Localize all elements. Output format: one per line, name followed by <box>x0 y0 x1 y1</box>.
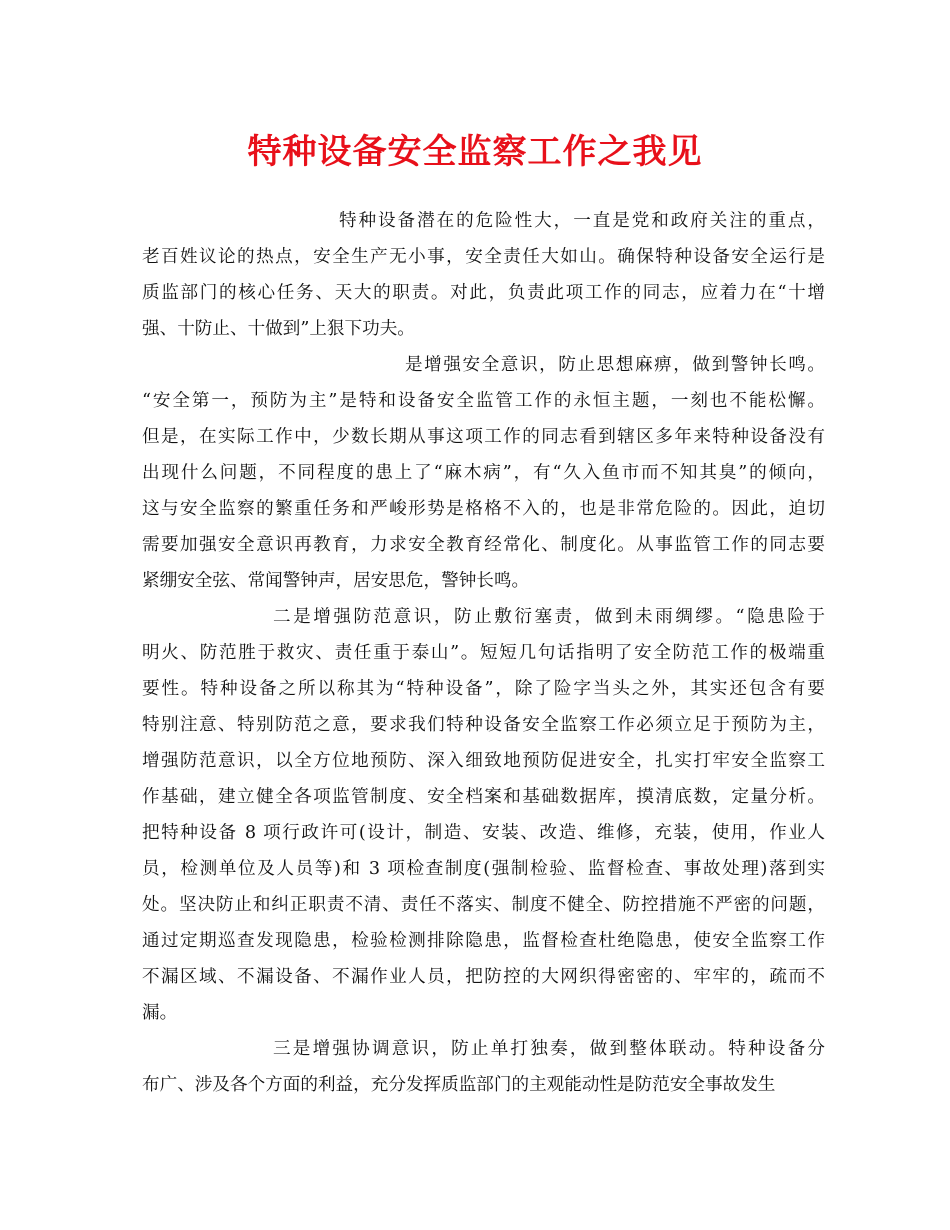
paragraph-line: 老百姓议论的热点，安全生产无小事，安全责任大如山。确保特种设备安全运行是 <box>142 247 825 267</box>
page-title: 特种设备安全监察工作之我见 <box>247 132 703 172</box>
paragraph-line: 把特种设备 8 项行政许可(设计，制造、安装、改造、维修，充装，使用，作业人 <box>142 823 825 843</box>
paragraph-line: 需要加强安全意识再教育，力求安全教育经常化、制度化。从事监管工作的同志要 <box>142 535 825 555</box>
paragraph-line: 特别注意、特别防范之意，要求我们特种设备安全监察工作必须立足于预防为主， <box>142 715 825 735</box>
paragraph-line: 布广、涉及各个方面的利益，充分发挥质监部门的主观能动性是防范安全事故发生 <box>142 1075 776 1095</box>
paragraph-line: 出现什么问题，不同程度的患上了“麻木病”，有“久入鱼市而不知其臭”的倾向， <box>142 463 825 483</box>
paragraph-line: 作基础，建立健全各项监管制度、安全档案和基础数据库，摸清底数，定量分析。 <box>142 787 825 807</box>
paragraph-line: 是增强安全意识，防止思想麻痹，做到警钟长鸣。 <box>405 355 825 375</box>
paragraph-line: 紧绷安全弦、常闻警钟声，居安思危，警钟长鸣。 <box>142 571 530 591</box>
paragraph-line: 漏。 <box>142 1003 178 1023</box>
paragraph-line: 要性。特种设备之所以称其为“特种设备”，除了险字当头之外，其实还包含有要 <box>142 679 825 699</box>
paragraph-line: 但是，在实际工作中，少数长期从事这项工作的同志看到辖区多年来特种设备没有 <box>142 427 825 447</box>
paragraph-line: 明火、防范胜于救灾、责任重于泰山”。短短几句话指明了安全防范工作的极端重 <box>142 643 825 663</box>
paragraph-line: 通过定期巡查发现隐患，检验检测排除隐患，监督检查杜绝隐患，使安全监察工作 <box>142 931 825 951</box>
paragraph-line: 三是增强协调意识，防止单打独奏，做到整体联动。特种设备分 <box>273 1039 825 1059</box>
paragraph-line: 质监部门的核心任务、天大的职责。对此，负责此项工作的同志，应着力在“十增 <box>142 283 825 303</box>
paragraph-line: 二是增强防范意识，防止敷衍塞责，做到未雨绸缪。“隐患险于 <box>273 607 825 627</box>
paragraph-line: 特种设备潜在的危险性大，一直是党和政府关注的重点， <box>339 211 825 231</box>
document-body <box>142 203 825 1103</box>
paragraph-line: 员，检测单位及人员等)和 3 项检查制度(强制检验、监督检查、事故处理)落到实 <box>142 859 825 879</box>
paragraph <box>142 599 825 1031</box>
paragraph-line: 这与安全监察的繁重任务和严峻形势是格格不入的，也是非常危险的。因此，迫切 <box>142 499 825 519</box>
paragraph <box>142 347 825 599</box>
paragraph-line: 强、十防止、十做到”上狠下功夫。 <box>142 319 415 339</box>
paragraph <box>142 1031 825 1103</box>
paragraph-line: 处。坚决防止和纠正职责不清、责任不落实、制度不健全、防控措施不严密的问题， <box>142 895 825 915</box>
paragraph-line: 不漏区域、不漏设备、不漏作业人员，把防控的大网织得密密的、牢牢的，疏而不 <box>142 967 825 987</box>
paragraph-line: 增强防范意识，以全方位地预防、深入细致地预防促进安全，扎实打牢安全监察工 <box>142 751 825 771</box>
paragraph-line: “安全第一，预防为主”是特和设备安全监管工作的永恒主题，一刻也不能松懈。 <box>142 391 825 411</box>
paragraph <box>142 203 825 347</box>
